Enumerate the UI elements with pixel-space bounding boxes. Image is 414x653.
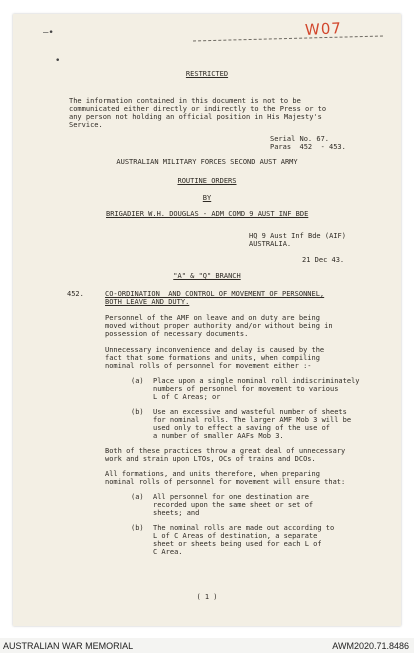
list-item-line: Use an excessive and wasteful number of sheets: [153, 408, 347, 416]
by-line: BY: [202, 194, 212, 202]
list-item-line: used only to effect a saving of the use of: [153, 424, 331, 432]
hq-location: AUSTRALIA.: [249, 240, 292, 248]
notice-line: communicated either directly or indirectly to the Press or to: [69, 105, 327, 113]
commander-line: BRIGADIER W.H. DOUGLAS - ADM COMD 9 AUST INF BDE: [106, 210, 309, 218]
list-item-line: sheets; and: [153, 509, 200, 517]
list-label: (a): [131, 493, 144, 501]
serial-number: Serial No. 67.: [270, 135, 330, 143]
force-title: AUSTRALIAN MILITARY FORCES SECOND AUST ARMY: [116, 158, 298, 166]
orders-title: ROUTINE ORDERS: [177, 177, 237, 185]
archive-footer: [0, 638, 414, 653]
paragraph-heading: CO-ORDINATION AND CONTROL OF MOVEMENT OF PERSONNEL,: [105, 290, 325, 298]
list-label: (b): [131, 408, 144, 416]
archive-name: AUSTRALIAN WAR MEMORIAL: [3, 641, 134, 651]
order-date: 21 Dec 43.: [302, 256, 345, 264]
list-item-line: sheet or sheets being used for each L of: [153, 540, 322, 548]
hq-line: HQ 9 Aust Inf Bde (AIF): [249, 232, 346, 240]
document-page: [13, 14, 401, 626]
notice-line: Service.: [69, 121, 103, 129]
hole-punch-mark: •: [55, 56, 61, 66]
paragraph-number: 452.: [67, 290, 84, 298]
body-line: Unnecessary inconvenience and delay is caused by the: [105, 346, 325, 354]
list-label: (a): [131, 377, 144, 385]
paragraph-heading: BOTH LEAVE AND DUTY.: [105, 298, 190, 306]
list-item-line: numbers of personnel for movement to various: [153, 385, 339, 393]
pencil-line: [193, 36, 383, 43]
body-line: fact that some formations and units, when compiling: [105, 354, 320, 362]
list-item-line: for nominal rolls. The larger AMF Mob 3 will be: [153, 416, 352, 424]
classification-heading: RESTRICTED: [185, 70, 229, 78]
list-item-line: a number of smaller AAFs Mob 3.: [153, 432, 284, 440]
branch-heading: "A" & "Q" BRANCH: [173, 272, 241, 280]
list-item-line: All personnel for one destination are: [153, 493, 309, 501]
list-item-line: recorded upon the same sheet or set of: [153, 501, 314, 509]
list-item-line: C Area.: [153, 548, 183, 556]
body-line: possession of necessary documents.: [105, 330, 249, 338]
body-line: Both of these practices throw a great deal of unnecessary: [105, 447, 346, 455]
body-line: All formations, and units therefore, when preparing: [105, 470, 320, 478]
handwritten-reference: W07: [304, 19, 343, 39]
hole-punch-mark: –•: [43, 28, 54, 38]
page-number: ( 1 ): [196, 593, 218, 601]
list-label: (b): [131, 524, 144, 532]
body-line: nominal rolls of personnel for movement will ensure that:: [105, 478, 346, 486]
list-item-line: L of C Areas of destination, a separate: [153, 532, 318, 540]
list-item-line: L of C Areas; or: [153, 393, 221, 401]
notice-line: any person not holding an official position in His Majesty's: [69, 113, 322, 121]
list-item-line: Place upon a single nominal roll indiscriminately: [153, 377, 360, 385]
body-line: Personnel of the AMF on leave and on duty are being: [105, 314, 320, 322]
accession-number: AWM2020.71.8486: [332, 641, 409, 651]
body-line: nominal rolls of personnel for movement either :-: [105, 362, 312, 370]
list-item-line: The nominal rolls are made out according to: [153, 524, 335, 532]
paras-range: Paras 452 - 453.: [270, 143, 346, 151]
body-line: moved without proper authority and/or without being in: [105, 322, 333, 330]
body-line: work and strain upon LTOs, OCs of trains and DCOs.: [105, 455, 316, 463]
notice-line: The information contained in this document is not to be: [69, 97, 301, 105]
